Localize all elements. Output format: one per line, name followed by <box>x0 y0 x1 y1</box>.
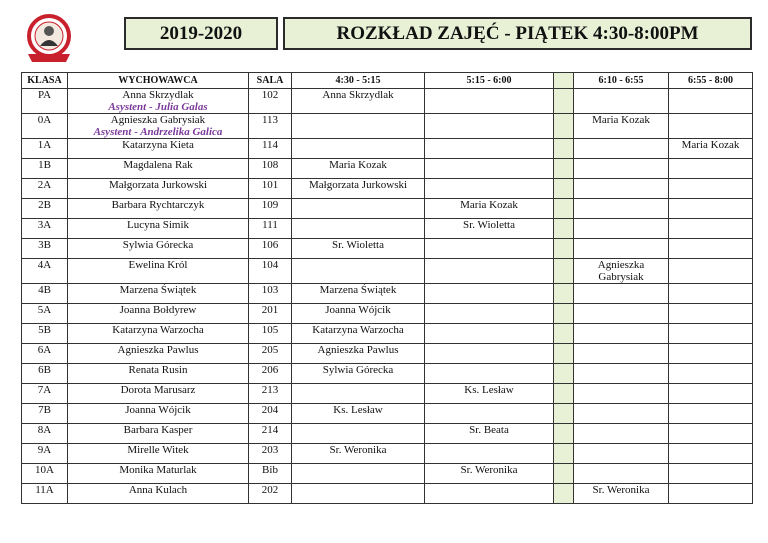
assistant-name: Asystent - Andrzelika Galica <box>93 126 223 138</box>
slot-4-cell <box>669 259 753 284</box>
slot-1-cell: Sr. Wioletta <box>292 239 425 259</box>
class-cell: PA <box>22 89 68 114</box>
slot-1-cell <box>292 114 425 139</box>
col-sala: SALA <box>249 73 292 89</box>
slot-3-cell <box>574 239 669 259</box>
room-cell: 105 <box>249 324 292 344</box>
slot-4-cell <box>669 304 753 324</box>
teacher-cell <box>68 404 249 424</box>
class-cell: 9A <box>22 444 68 464</box>
class-cell: 3B <box>22 239 68 259</box>
teacher-cell <box>68 139 249 159</box>
break-cell <box>554 179 574 199</box>
class-cell: 0A <box>22 114 68 139</box>
slot-1-cell: Katarzyna Warzocha <box>292 324 425 344</box>
class-cell: 7B <box>22 404 68 424</box>
slot-1-cell <box>292 484 425 504</box>
slot-2-cell <box>425 484 554 504</box>
teacher-cell <box>68 484 249 504</box>
class-cell: 6B <box>22 364 68 384</box>
table-row <box>22 484 753 504</box>
teacher-name: Barbara Rychtarczyk <box>111 199 205 211</box>
col-klasa: KLASA <box>22 73 68 89</box>
col-wychowawca: WYCHOWAWCA <box>68 73 249 89</box>
col-time-2: 5:15 - 6:00 <box>425 73 554 89</box>
class-cell: 6A <box>22 344 68 364</box>
slot-4-cell <box>669 444 753 464</box>
assistant-name: Asystent - Julia Galas <box>108 101 208 113</box>
slot-4-cell <box>669 324 753 344</box>
slot-2-cell <box>425 304 554 324</box>
slot-2-cell <box>425 344 554 364</box>
room-cell: 106 <box>249 239 292 259</box>
slot-4-cell <box>669 344 753 364</box>
slot-3-cell <box>574 139 669 159</box>
slot-4-cell <box>669 114 753 139</box>
slot-1-cell: Ks. Lesław <box>292 404 425 424</box>
teacher-cell <box>68 324 249 344</box>
class-cell: 7A <box>22 384 68 404</box>
teacher-name: Ewelina Król <box>128 259 188 271</box>
teacher-name: Joanna Wójcik <box>125 404 191 416</box>
teacher-cell <box>68 384 249 404</box>
slot-1-cell <box>292 139 425 159</box>
break-cell <box>554 199 574 219</box>
room-cell: 104 <box>249 259 292 284</box>
slot-3-cell: Agnieszka Gabrysiak <box>574 259 669 284</box>
room-cell: 203 <box>249 444 292 464</box>
slot-4-cell <box>669 484 753 504</box>
class-cell: 5A <box>22 304 68 324</box>
slot-4-cell <box>669 239 753 259</box>
slot-2-cell: Ks. Lesław <box>425 384 554 404</box>
slot-2-cell <box>425 159 554 179</box>
slot-4-cell <box>669 199 753 219</box>
class-cell: 3A <box>22 219 68 239</box>
teacher-name: Magdalena Rak <box>123 159 193 171</box>
class-cell: 4B <box>22 284 68 304</box>
teacher-cell <box>68 284 249 304</box>
break-cell <box>554 259 574 284</box>
table-row <box>22 304 753 324</box>
slot-3-cell <box>574 344 669 364</box>
slot-2-cell <box>425 259 554 284</box>
break-cell <box>554 159 574 179</box>
slot-1-cell <box>292 219 425 239</box>
header-row <box>22 73 753 89</box>
teacher-cell <box>68 114 249 139</box>
class-cell: 1A <box>22 139 68 159</box>
room-cell: 113 <box>249 114 292 139</box>
break-cell <box>554 444 574 464</box>
slot-2-cell <box>425 179 554 199</box>
slot-2-cell: Sr. Wioletta <box>425 219 554 239</box>
slot-1-cell <box>292 259 425 284</box>
break-cell <box>554 384 574 404</box>
break-cell <box>554 484 574 504</box>
slot-4-cell <box>669 404 753 424</box>
slot-2-cell <box>425 364 554 384</box>
teacher-name: Anna Skrzydlak <box>122 89 194 101</box>
slot-1-cell: Agnieszka Pawlus <box>292 344 425 364</box>
school-logo <box>20 12 78 64</box>
table-row <box>22 219 753 239</box>
class-cell: 4A <box>22 259 68 284</box>
slot-4-cell <box>669 219 753 239</box>
slot-2-cell <box>425 139 554 159</box>
slot-1-cell: Anna Skrzydlak <box>292 89 425 114</box>
room-cell: 205 <box>249 344 292 364</box>
teacher-cell <box>68 344 249 364</box>
break-cell <box>554 114 574 139</box>
table-row <box>22 114 753 139</box>
schedule-title: ROZKŁAD ZAJĘĆ - PIĄTEK 4:30-8:00PM <box>283 17 752 50</box>
slot-2-cell <box>425 89 554 114</box>
teacher-name: Katarzyna Warzocha <box>112 324 204 336</box>
teacher-name: Katarzyna Kieta <box>122 139 194 151</box>
class-cell: 8A <box>22 424 68 444</box>
table-row <box>22 364 753 384</box>
teacher-name: Renata Rusin <box>128 364 188 376</box>
break-column <box>554 73 574 89</box>
room-cell: 202 <box>249 484 292 504</box>
slot-3-cell <box>574 284 669 304</box>
col-time-1: 4:30 - 5:15 <box>292 73 425 89</box>
teacher-name: Agnieszka Pawlus <box>117 344 199 356</box>
room-cell: 102 <box>249 89 292 114</box>
teacher-name: Dorota Marusarz <box>120 384 196 396</box>
slot-3-cell <box>574 424 669 444</box>
table-row <box>22 89 753 114</box>
class-cell: 2B <box>22 199 68 219</box>
teacher-name: Barbara Kasper <box>123 424 193 436</box>
table-row <box>22 139 753 159</box>
slot-2-cell: Maria Kozak <box>425 199 554 219</box>
teacher-cell <box>68 219 249 239</box>
slot-4-cell <box>669 384 753 404</box>
slot-3-cell <box>574 219 669 239</box>
slot-1-cell: Sr. Weronika <box>292 444 425 464</box>
slot-3-cell <box>574 464 669 484</box>
slot-2-cell <box>425 404 554 424</box>
teacher-cell <box>68 259 249 284</box>
slot-3-cell <box>574 159 669 179</box>
col-time-4: 6:55 - 8:00 <box>669 73 753 89</box>
slot-4-cell <box>669 464 753 484</box>
slot-4-cell <box>669 159 753 179</box>
slot-1-cell <box>292 384 425 404</box>
slot-1-cell <box>292 424 425 444</box>
table-row <box>22 464 753 484</box>
room-cell: 114 <box>249 139 292 159</box>
break-cell <box>554 364 574 384</box>
table-row <box>22 344 753 364</box>
teacher-cell <box>68 304 249 324</box>
teacher-name: Agnieszka Gabrysiak <box>110 114 206 126</box>
slot-3-cell: Sr. Weronika <box>574 484 669 504</box>
room-cell: 109 <box>249 199 292 219</box>
room-cell: 214 <box>249 424 292 444</box>
break-cell <box>554 404 574 424</box>
teacher-name: Małgorzata Jurkowski <box>108 179 208 191</box>
slot-3-cell <box>574 199 669 219</box>
break-cell <box>554 219 574 239</box>
table-row <box>22 324 753 344</box>
teacher-cell <box>68 444 249 464</box>
break-cell <box>554 284 574 304</box>
slot-1-cell: Joanna Wójcik <box>292 304 425 324</box>
room-cell: 111 <box>249 219 292 239</box>
room-cell: 108 <box>249 159 292 179</box>
table-row <box>22 404 753 424</box>
teacher-cell <box>68 89 249 114</box>
teacher-name: Mirelle Witek <box>127 444 189 456</box>
slot-2-cell <box>425 324 554 344</box>
slot-4-cell: Maria Kozak <box>669 139 753 159</box>
slot-1-cell <box>292 199 425 219</box>
table-row <box>22 179 753 199</box>
col-time-3: 6:10 - 6:55 <box>574 73 669 89</box>
slot-2-cell <box>425 284 554 304</box>
teacher-name: Joanna Bołdyrew <box>119 304 197 316</box>
teacher-cell <box>68 199 249 219</box>
teacher-cell <box>68 239 249 259</box>
teacher-cell <box>68 364 249 384</box>
slot-4-cell <box>669 424 753 444</box>
slot-1-cell: Małgorzata Jurkowski <box>292 179 425 199</box>
slot-3-cell: Maria Kozak <box>574 114 669 139</box>
teacher-name: Monika Maturlak <box>119 464 197 476</box>
break-cell <box>554 304 574 324</box>
teacher-name: Sylwia Górecka <box>122 239 194 251</box>
slot-3-cell <box>574 404 669 424</box>
room-cell: Bib <box>249 464 292 484</box>
slot-4-cell <box>669 284 753 304</box>
slot-1-cell <box>292 464 425 484</box>
slot-4-cell <box>669 364 753 384</box>
room-cell: 103 <box>249 284 292 304</box>
break-cell <box>554 139 574 159</box>
slot-2-cell <box>425 114 554 139</box>
table-row <box>22 159 753 179</box>
break-cell <box>554 464 574 484</box>
class-cell: 11A <box>22 484 68 504</box>
slot-1-cell: Marzena Świątek <box>292 284 425 304</box>
class-cell: 1B <box>22 159 68 179</box>
schedule-table <box>21 72 753 504</box>
slot-4-cell <box>669 179 753 199</box>
teacher-name: Lucyna Simik <box>126 219 190 231</box>
school-year: 2019-2020 <box>124 17 278 50</box>
slot-4-cell <box>669 89 753 114</box>
break-cell <box>554 239 574 259</box>
slot-1-cell: Sylwia Górecka <box>292 364 425 384</box>
table-row <box>22 444 753 464</box>
slot-3-cell <box>574 179 669 199</box>
class-cell: 10A <box>22 464 68 484</box>
slot-2-cell <box>425 239 554 259</box>
break-cell <box>554 424 574 444</box>
table-row <box>22 424 753 444</box>
table-row <box>22 199 753 219</box>
teacher-cell <box>68 424 249 444</box>
room-cell: 206 <box>249 364 292 384</box>
table-row <box>22 239 753 259</box>
slot-3-cell <box>574 89 669 114</box>
slot-3-cell <box>574 364 669 384</box>
slot-3-cell <box>574 304 669 324</box>
slot-2-cell: Sr. Beata <box>425 424 554 444</box>
slot-3-cell <box>574 444 669 464</box>
room-cell: 201 <box>249 304 292 324</box>
slot-3-cell <box>574 384 669 404</box>
break-cell <box>554 89 574 114</box>
slot-2-cell <box>425 444 554 464</box>
class-cell: 5B <box>22 324 68 344</box>
table-row <box>22 284 753 304</box>
room-cell: 101 <box>249 179 292 199</box>
teacher-name: Marzena Świątek <box>119 284 197 296</box>
teacher-cell <box>68 159 249 179</box>
slot-1-cell: Maria Kozak <box>292 159 425 179</box>
slot-3-cell <box>574 324 669 344</box>
teacher-cell <box>68 464 249 484</box>
teacher-name: Anna Kulach <box>128 484 188 496</box>
room-cell: 204 <box>249 404 292 424</box>
table-row <box>22 259 753 284</box>
break-cell <box>554 344 574 364</box>
class-cell: 2A <box>22 179 68 199</box>
slot-2-cell: Sr. Weronika <box>425 464 554 484</box>
break-cell <box>554 324 574 344</box>
table-row <box>22 384 753 404</box>
teacher-cell <box>68 179 249 199</box>
room-cell: 213 <box>249 384 292 404</box>
